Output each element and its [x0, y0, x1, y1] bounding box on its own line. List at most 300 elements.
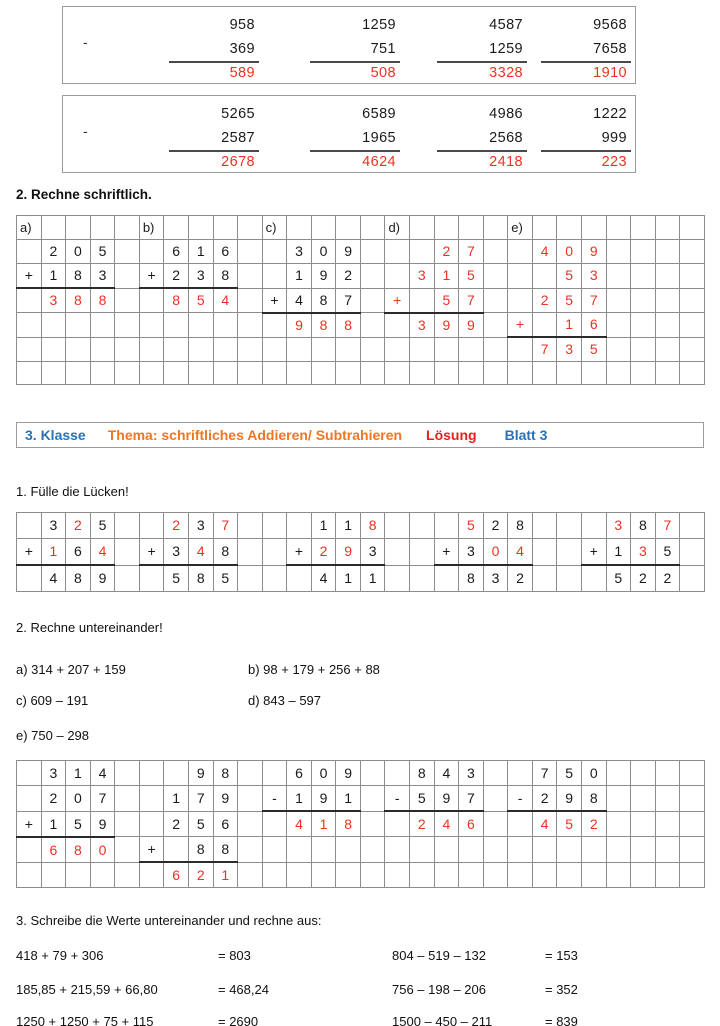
grid-empty-cell[interactable] [238, 264, 263, 289]
grid-given-cell[interactable]: 1 [188, 240, 213, 264]
grid-empty-cell[interactable] [581, 837, 606, 863]
grid-empty-cell[interactable] [336, 216, 361, 240]
grid-empty-cell[interactable] [238, 786, 263, 812]
grid-empty-cell[interactable] [655, 761, 680, 786]
grid-given-cell[interactable]: 4 [311, 565, 336, 592]
grid-answer-cell[interactable]: 9 [287, 313, 312, 338]
grid-answer-cell[interactable]: 3 [41, 288, 66, 313]
grid-empty-cell[interactable] [360, 288, 385, 313]
grid-empty-cell[interactable] [508, 837, 533, 863]
grid-given-cell[interactable]: 8 [410, 761, 435, 786]
grid-empty-cell[interactable] [483, 264, 508, 289]
grid-empty-cell[interactable] [680, 862, 705, 888]
grid-empty-cell[interactable] [680, 240, 705, 264]
grid-empty-cell[interactable] [434, 862, 459, 888]
grid-empty-cell[interactable] [262, 313, 287, 338]
grid-given-cell[interactable]: 5 [188, 811, 213, 837]
grid-answer-cell[interactable]: 2 [434, 240, 459, 264]
grid-empty-cell[interactable] [483, 811, 508, 837]
grid-answer-cell[interactable]: 3 [410, 313, 435, 338]
grid-empty-cell[interactable] [311, 337, 336, 362]
grid-empty-cell[interactable] [557, 565, 582, 592]
grid-empty-cell[interactable] [385, 811, 410, 837]
grid-empty-cell[interactable] [238, 313, 263, 338]
grid-answer-cell[interactable]: 1 [557, 313, 582, 338]
grid-given-cell[interactable]: 0 [66, 240, 91, 264]
grid-empty-cell[interactable] [360, 761, 385, 786]
grid-empty-cell[interactable] [213, 313, 238, 338]
grid-empty-cell[interactable] [483, 761, 508, 786]
grid-answer-cell[interactable]: 4 [287, 811, 312, 837]
grid-answer-cell[interactable] [410, 288, 435, 313]
grid-answer-cell[interactable]: 9 [336, 539, 361, 566]
grid-empty-cell[interactable] [483, 313, 508, 338]
grid-given-cell[interactable]: 0 [581, 761, 606, 786]
grid-empty-cell[interactable] [360, 216, 385, 240]
grid-given-cell[interactable]: - [262, 786, 287, 812]
grid-answer-cell[interactable]: 7 [459, 288, 484, 313]
grid-given-cell[interactable]: 9 [336, 761, 361, 786]
grid-empty-cell[interactable] [385, 337, 410, 362]
grid-empty-cell[interactable] [532, 539, 557, 566]
grid-given-cell[interactable]: 5 [213, 565, 238, 592]
grid-empty-cell[interactable] [17, 240, 42, 264]
grid-empty-cell[interactable] [139, 862, 164, 888]
grid-given-cell[interactable]: 8 [311, 288, 336, 313]
grid-answer-cell[interactable]: 1 [213, 862, 238, 888]
grid-answer-cell[interactable]: 5 [434, 288, 459, 313]
grid-empty-cell[interactable] [557, 362, 582, 385]
grid-empty-cell[interactable] [360, 240, 385, 264]
grid-empty-cell[interactable] [66, 313, 91, 338]
grid-empty-cell[interactable] [17, 513, 42, 539]
grid-given-cell[interactable]: 5 [655, 539, 680, 566]
grid-empty-cell[interactable] [606, 337, 631, 362]
grid-answer-cell[interactable]: 0 [483, 539, 508, 566]
grid-empty-cell[interactable] [238, 837, 263, 863]
grid-answer-cell[interactable]: 4 [532, 811, 557, 837]
grid-empty-cell[interactable] [311, 862, 336, 888]
grid-empty-cell[interactable] [459, 837, 484, 863]
grid-empty-cell[interactable] [631, 216, 656, 240]
grid-given-cell[interactable]: 5 [557, 761, 582, 786]
grid-empty-cell[interactable] [631, 337, 656, 362]
grid-empty-cell[interactable] [680, 565, 705, 592]
grid-empty-cell[interactable] [385, 362, 410, 385]
grid-empty-cell[interactable] [287, 337, 312, 362]
grid-answer-cell[interactable]: 7 [655, 513, 680, 539]
grid-given-cell[interactable]: 3 [459, 761, 484, 786]
grid-section-label[interactable]: c) [262, 216, 287, 240]
grid-empty-cell[interactable] [410, 337, 435, 362]
grid-given-cell[interactable]: 2 [336, 264, 361, 289]
grid-empty-cell[interactable] [410, 240, 435, 264]
grid-empty-cell[interactable] [385, 565, 410, 592]
grid-empty-cell[interactable] [139, 761, 164, 786]
grid-empty-cell[interactable] [17, 862, 42, 888]
grid-empty-cell[interactable] [655, 862, 680, 888]
grid-given-cell[interactable]: 2 [164, 811, 189, 837]
grid-empty-cell[interactable] [655, 337, 680, 362]
grid-empty-cell[interactable] [238, 862, 263, 888]
grid-answer-cell[interactable]: 0 [90, 837, 115, 863]
grid-empty-cell[interactable] [606, 837, 631, 863]
grid-empty-cell[interactable] [557, 539, 582, 566]
grid-given-cell[interactable]: 1 [287, 786, 312, 812]
grid-given-cell[interactable]: 4 [90, 761, 115, 786]
grid-empty-cell[interactable] [434, 837, 459, 863]
grid-given-cell[interactable]: 1 [336, 513, 361, 539]
grid-empty-cell[interactable] [385, 313, 410, 338]
grid-answer-cell[interactable]: 8 [360, 513, 385, 539]
grid-empty-cell[interactable] [606, 216, 631, 240]
grid-given-cell[interactable]: 2 [532, 786, 557, 812]
grid-empty-cell[interactable] [17, 337, 42, 362]
grid-empty-cell[interactable] [655, 786, 680, 812]
grid-given-cell[interactable]: 3 [90, 264, 115, 289]
grid-empty-cell[interactable] [66, 337, 91, 362]
grid-empty-cell[interactable] [483, 240, 508, 264]
grid-given-cell[interactable]: + [139, 264, 164, 289]
grid-answer-cell[interactable]: + [385, 288, 410, 313]
grid-given-cell[interactable]: 7 [188, 786, 213, 812]
grid-empty-cell[interactable] [655, 288, 680, 313]
grid-empty-cell[interactable] [410, 837, 435, 863]
grid-given-cell[interactable]: 8 [213, 837, 238, 863]
grid-empty-cell[interactable] [90, 862, 115, 888]
grid-given-cell[interactable]: 1 [336, 565, 361, 592]
grid-empty-cell[interactable] [410, 216, 435, 240]
grid-empty-cell[interactable] [115, 761, 140, 786]
grid-empty-cell[interactable] [139, 313, 164, 338]
grid-empty-cell[interactable] [139, 786, 164, 812]
grid-answer-cell[interactable]: 5 [557, 288, 582, 313]
grid-empty-cell[interactable] [90, 337, 115, 362]
grid-answer-cell[interactable]: 4 [213, 288, 238, 313]
grid-empty-cell[interactable] [262, 240, 287, 264]
grid-section-label[interactable]: a) [17, 216, 42, 240]
grid-given-cell[interactable]: 0 [311, 240, 336, 264]
grid-empty-cell[interactable] [508, 264, 533, 289]
grid-empty-cell[interactable] [434, 565, 459, 592]
grid-section-label[interactable]: d) [385, 216, 410, 240]
grid-answer-cell[interactable]: 6 [459, 811, 484, 837]
grid-answer-cell[interactable]: 8 [66, 288, 91, 313]
grid-empty-cell[interactable] [262, 862, 287, 888]
grid-given-cell[interactable]: 9 [188, 761, 213, 786]
grid-empty-cell[interactable] [90, 362, 115, 385]
grid-empty-cell[interactable] [139, 811, 164, 837]
grid-empty-cell[interactable] [336, 362, 361, 385]
grid-empty-cell[interactable] [631, 837, 656, 863]
grid-given-cell[interactable]: 8 [66, 264, 91, 289]
grid-empty-cell[interactable] [410, 862, 435, 888]
grid-given-cell[interactable]: 6 [213, 811, 238, 837]
grid-empty-cell[interactable] [508, 362, 533, 385]
grid-answer-cell[interactable]: 8 [311, 313, 336, 338]
grid-given-cell[interactable]: 3 [483, 565, 508, 592]
grid-given-cell[interactable]: + [434, 539, 459, 566]
grid-empty-cell[interactable] [508, 337, 533, 362]
grid-empty-cell[interactable] [336, 862, 361, 888]
grid-empty-cell[interactable] [680, 313, 705, 338]
grid-empty-cell[interactable] [606, 240, 631, 264]
grid-empty-cell[interactable] [557, 216, 582, 240]
grid-given-cell[interactable]: 6 [66, 539, 91, 566]
grid-empty-cell[interactable] [385, 240, 410, 264]
grid-given-cell[interactable]: 3 [41, 513, 66, 539]
grid-answer-cell[interactable]: 5 [188, 288, 213, 313]
grid-given-cell[interactable]: - [385, 786, 410, 812]
grid-empty-cell[interactable] [434, 513, 459, 539]
grid-answer-cell[interactable]: 4 [90, 539, 115, 566]
grid-empty-cell[interactable] [483, 786, 508, 812]
grid-answer-cell[interactable]: 8 [336, 811, 361, 837]
grid-empty-cell[interactable] [238, 288, 263, 313]
grid-given-cell[interactable]: 6 [213, 240, 238, 264]
grid-answer-cell[interactable]: 4 [434, 811, 459, 837]
grid-empty-cell[interactable] [680, 539, 705, 566]
grid-empty-cell[interactable] [532, 513, 557, 539]
grid-empty-cell[interactable] [238, 539, 263, 566]
grid-empty-cell[interactable] [17, 288, 42, 313]
grid-empty-cell[interactable] [508, 862, 533, 888]
grid-empty-cell[interactable] [139, 362, 164, 385]
grid-empty-cell[interactable] [434, 337, 459, 362]
grid-given-cell[interactable]: 4 [41, 565, 66, 592]
grid-given-cell[interactable]: 8 [581, 786, 606, 812]
grid-empty-cell[interactable] [459, 216, 484, 240]
grid-empty-cell[interactable] [287, 362, 312, 385]
grid-empty-cell[interactable] [631, 786, 656, 812]
grid-empty-cell[interactable] [655, 313, 680, 338]
grid-empty-cell[interactable] [262, 811, 287, 837]
grid-given-cell[interactable]: 1 [311, 513, 336, 539]
grid-empty-cell[interactable] [17, 761, 42, 786]
grid-empty-cell[interactable] [606, 362, 631, 385]
grid-empty-cell[interactable] [631, 264, 656, 289]
grid-empty-cell[interactable] [385, 539, 410, 566]
grid-given-cell[interactable]: 1 [66, 761, 91, 786]
grid-answer-cell[interactable]: 1 [311, 811, 336, 837]
grid-empty-cell[interactable] [459, 337, 484, 362]
grid-given-cell[interactable]: 3 [287, 240, 312, 264]
grid-empty-cell[interactable] [631, 761, 656, 786]
grid-given-cell[interactable]: 7 [532, 761, 557, 786]
grid-answer-cell[interactable]: 5 [557, 264, 582, 289]
grid-given-cell[interactable]: 7 [336, 288, 361, 313]
grid-empty-cell[interactable] [606, 786, 631, 812]
grid-given-cell[interactable]: 8 [631, 513, 656, 539]
grid-empty-cell[interactable] [115, 288, 140, 313]
grid-section-label[interactable]: b) [139, 216, 164, 240]
grid-answer-cell[interactable]: 5 [557, 811, 582, 837]
grid-empty-cell[interactable] [557, 837, 582, 863]
grid-empty-cell[interactable] [188, 216, 213, 240]
grid-empty-cell[interactable] [262, 362, 287, 385]
grid-empty-cell[interactable] [631, 240, 656, 264]
grid-answer-cell[interactable] [532, 313, 557, 338]
grid-empty-cell[interactable] [606, 264, 631, 289]
grid-empty-cell[interactable] [631, 362, 656, 385]
grid-given-cell[interactable]: 2 [655, 565, 680, 592]
grid-answer-cell[interactable]: 4 [532, 240, 557, 264]
grid-given-cell[interactable]: 1 [336, 786, 361, 812]
grid-empty-cell[interactable] [115, 513, 140, 539]
grid-empty-cell[interactable] [213, 362, 238, 385]
grid-section-label[interactable]: e) [508, 216, 533, 240]
grid-empty-cell[interactable] [680, 761, 705, 786]
grid-empty-cell[interactable] [41, 216, 66, 240]
grid-empty-cell[interactable] [581, 216, 606, 240]
grid-empty-cell[interactable] [115, 264, 140, 289]
grid-given-cell[interactable]: 2 [41, 240, 66, 264]
grid-given-cell[interactable]: 1 [287, 264, 312, 289]
grid-empty-cell[interactable] [17, 362, 42, 385]
grid-empty-cell[interactable] [532, 216, 557, 240]
grid-given-cell[interactable]: 8 [188, 837, 213, 863]
grid-empty-cell[interactable] [680, 837, 705, 863]
grid-empty-cell[interactable] [17, 565, 42, 592]
grid-answer-cell[interactable]: 5 [459, 513, 484, 539]
grid-empty-cell[interactable] [508, 811, 533, 837]
grid-empty-cell[interactable] [655, 216, 680, 240]
grid-answer-cell[interactable]: 1 [41, 539, 66, 566]
grid-given-cell[interactable]: 4 [287, 288, 312, 313]
grid-answer-cell[interactable]: 5 [459, 264, 484, 289]
grid-empty-cell[interactable] [164, 761, 189, 786]
grid-empty-cell[interactable] [631, 313, 656, 338]
grid-given-cell[interactable]: + [139, 837, 164, 863]
grid-given-cell[interactable]: 3 [188, 513, 213, 539]
grid-empty-cell[interactable] [606, 862, 631, 888]
grid-empty-cell[interactable] [459, 862, 484, 888]
grid-empty-cell[interactable] [262, 761, 287, 786]
grid-empty-cell[interactable] [680, 216, 705, 240]
grid-given-cell[interactable]: 8 [213, 539, 238, 566]
grid-given-cell[interactable]: 8 [459, 565, 484, 592]
grid-empty-cell[interactable] [66, 862, 91, 888]
grid-empty-cell[interactable] [508, 240, 533, 264]
grid-empty-cell[interactable] [532, 862, 557, 888]
grid-empty-cell[interactable] [483, 837, 508, 863]
grid-empty-cell[interactable] [115, 313, 140, 338]
grid-answer-cell[interactable]: 2 [532, 288, 557, 313]
grid-empty-cell[interactable] [410, 539, 435, 566]
grid-answer-cell[interactable]: 6 [41, 837, 66, 863]
grid-empty-cell[interactable] [631, 811, 656, 837]
grid-empty-cell[interactable] [238, 240, 263, 264]
grid-empty-cell[interactable] [287, 565, 312, 592]
grid-given-cell[interactable]: 1 [360, 565, 385, 592]
grid-empty-cell[interactable] [655, 264, 680, 289]
grid-empty-cell[interactable] [336, 837, 361, 863]
grid-empty-cell[interactable] [360, 811, 385, 837]
grid-empty-cell[interactable] [508, 761, 533, 786]
grid-empty-cell[interactable] [385, 513, 410, 539]
grid-answer-cell[interactable]: 9 [581, 240, 606, 264]
grid-empty-cell[interactable] [213, 216, 238, 240]
grid-empty-cell[interactable] [164, 337, 189, 362]
grid-empty-cell[interactable] [41, 862, 66, 888]
grid-given-cell[interactable]: 8 [213, 761, 238, 786]
grid-answer-cell[interactable]: 1 [434, 264, 459, 289]
grid-empty-cell[interactable] [532, 837, 557, 863]
grid-given-cell[interactable]: 1 [41, 811, 66, 837]
grid-empty-cell[interactable] [360, 862, 385, 888]
grid-given-cell[interactable]: + [17, 539, 42, 566]
grid-empty-cell[interactable] [680, 513, 705, 539]
grid-empty-cell[interactable] [139, 513, 164, 539]
grid-empty-cell[interactable] [115, 862, 140, 888]
grid-empty-cell[interactable] [385, 862, 410, 888]
grid-given-cell[interactable]: 1 [606, 539, 631, 566]
grid-answer-cell[interactable]: 2 [311, 539, 336, 566]
grid-empty-cell[interactable] [66, 216, 91, 240]
grid-empty-cell[interactable] [262, 513, 287, 539]
grid-empty-cell[interactable] [581, 862, 606, 888]
grid-empty-cell[interactable] [238, 761, 263, 786]
grid-empty-cell[interactable] [262, 837, 287, 863]
grid-answer-cell[interactable]: 2 [410, 811, 435, 837]
grid-given-cell[interactable]: 9 [311, 786, 336, 812]
grid-answer-cell[interactable]: 8 [164, 288, 189, 313]
grid-empty-cell[interactable] [115, 811, 140, 837]
grid-empty-cell[interactable] [66, 362, 91, 385]
grid-empty-cell[interactable] [360, 837, 385, 863]
grid-empty-cell[interactable] [188, 313, 213, 338]
grid-given-cell[interactable]: 2 [41, 786, 66, 812]
grid-empty-cell[interactable] [238, 362, 263, 385]
grid-given-cell[interactable]: 8 [66, 565, 91, 592]
grid-given-cell[interactable]: 4 [434, 761, 459, 786]
grid-empty-cell[interactable] [238, 216, 263, 240]
grid-empty-cell[interactable] [655, 811, 680, 837]
grid-empty-cell[interactable] [336, 337, 361, 362]
grid-empty-cell[interactable] [631, 288, 656, 313]
grid-empty-cell[interactable] [483, 362, 508, 385]
grid-answer-cell[interactable]: 8 [336, 313, 361, 338]
grid-given-cell[interactable]: 3 [459, 539, 484, 566]
grid-empty-cell[interactable] [17, 837, 42, 863]
grid-empty-cell[interactable] [115, 337, 140, 362]
grid-answer-cell[interactable]: 4 [188, 539, 213, 566]
grid-given-cell[interactable]: 2 [508, 565, 533, 592]
grid-given-cell[interactable]: 3 [188, 264, 213, 289]
grid-empty-cell[interactable] [115, 837, 140, 863]
grid-empty-cell[interactable] [680, 288, 705, 313]
grid-answer-cell[interactable]: + [508, 313, 533, 338]
grid-answer-cell[interactable]: 2 [66, 513, 91, 539]
grid-given-cell[interactable]: 3 [41, 761, 66, 786]
grid-empty-cell[interactable] [115, 240, 140, 264]
grid-empty-cell[interactable] [41, 313, 66, 338]
grid-given-cell[interactable]: 5 [410, 786, 435, 812]
grid-empty-cell[interactable] [262, 337, 287, 362]
grid-answer-cell[interactable]: 7 [581, 288, 606, 313]
grid-empty-cell[interactable] [360, 337, 385, 362]
grid-empty-cell[interactable] [532, 565, 557, 592]
grid-empty-cell[interactable] [360, 786, 385, 812]
grid-given-cell[interactable]: 5 [90, 240, 115, 264]
grid-given-cell[interactable]: + [17, 811, 42, 837]
grid-empty-cell[interactable] [188, 362, 213, 385]
grid-given-cell[interactable]: 2 [483, 513, 508, 539]
grid-empty-cell[interactable] [680, 337, 705, 362]
grid-given-cell[interactable]: 6 [287, 761, 312, 786]
grid-given-cell[interactable]: 9 [90, 565, 115, 592]
grid-empty-cell[interactable] [287, 837, 312, 863]
